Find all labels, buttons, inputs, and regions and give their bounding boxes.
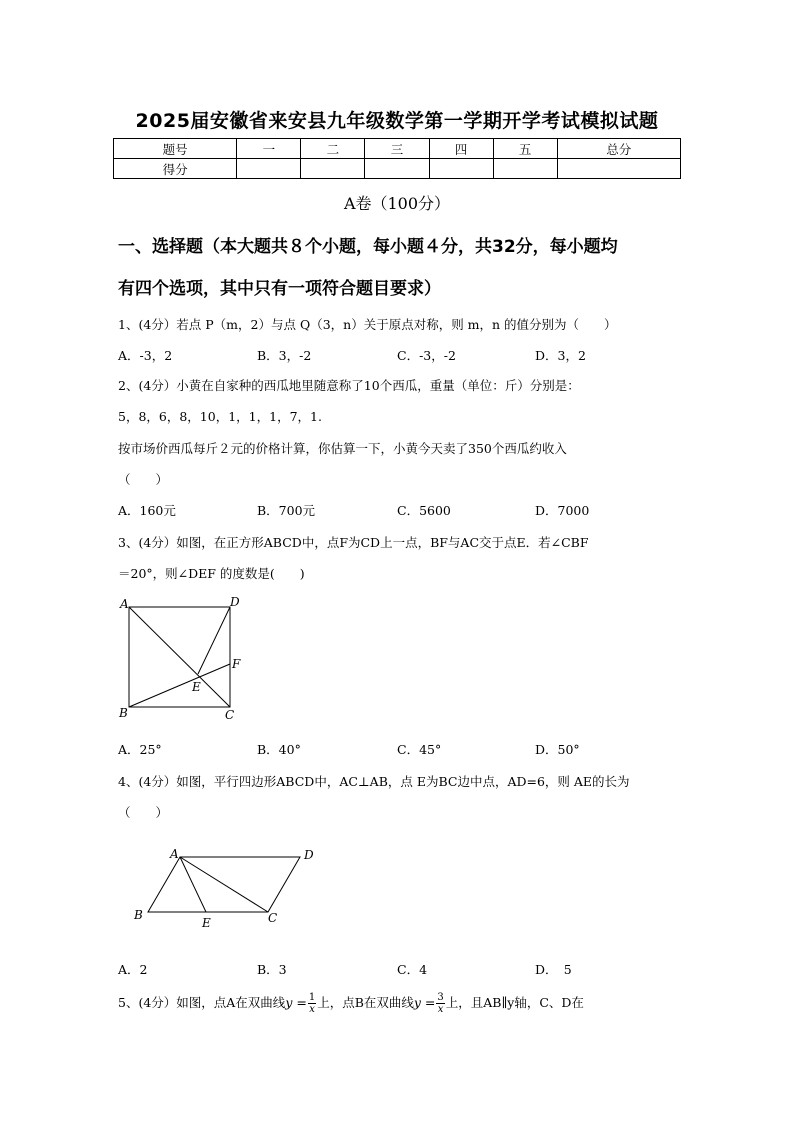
question-2-line2: 5，8，6，8，10，1，1，1，7，1.	[118, 409, 322, 424]
score-header-cell: 题号	[114, 139, 237, 159]
fraction-3-over-x	[436, 992, 444, 1015]
fraction-1-over-x	[308, 992, 316, 1015]
score-table	[113, 138, 681, 179]
score-header-cell: 总分	[557, 139, 680, 159]
score-cell	[365, 159, 429, 179]
question-3-line1: 3、(4分）如图，在正方形ABCD中，点F为CD上一点，BF与AC交于点E．若∠CBF	[118, 535, 589, 550]
question-1-option-c: C．-3，-2	[397, 348, 456, 363]
question-2-option-c: C．5600	[397, 503, 451, 518]
exam-title: 2025届安徽省来安县九年级数学第一学期开学考试模拟试题	[135, 110, 659, 132]
question-5-part3: 上，且AB∥y轴，C、D在	[445, 995, 584, 1010]
question-3-option-c: C．45°	[397, 742, 442, 757]
question-5-part1: 5、(4分）如图，点A在双曲线	[118, 995, 286, 1010]
question-1-option-b: B．3，-2	[257, 348, 312, 363]
score-header-cell: 三	[365, 139, 429, 159]
figure-4-label-b: B	[134, 908, 143, 922]
section-a-heading: A卷（100分）	[343, 194, 451, 213]
question-3-option-d: D．50°	[535, 742, 580, 757]
figure-4-label-a: A	[170, 847, 179, 861]
question-2-line3: 按市场价西瓜每斤２元的价格计算，你估算一下，小黄今天卖了350个西瓜约收入	[118, 441, 567, 456]
question-2-line4: （ ）	[118, 472, 169, 487]
figure-4-label-e: E	[202, 916, 211, 930]
fraction-2-numerator: 3	[437, 992, 444, 1003]
fraction-2-denominator: x	[437, 1004, 444, 1015]
part1-heading-line2: 有四个选项，其中只有一项符合题目要求）	[118, 279, 441, 299]
question-3-option-b: B．40°	[257, 742, 301, 757]
square-abcd-figure	[112, 592, 252, 722]
question-3-option-a: A．25°	[118, 742, 162, 757]
question-5-part2: 上，点B在双曲线	[317, 995, 414, 1010]
score-header-cell: 四	[429, 139, 493, 159]
question-5-text	[118, 987, 584, 1019]
score-table-header-row	[114, 139, 681, 159]
score-cell	[301, 159, 365, 179]
score-row-label: 得分	[114, 159, 237, 179]
figure-3-label-d: D	[230, 595, 240, 609]
score-header-cell: 一	[237, 139, 301, 159]
question-3-line2: ＝20°，则∠DEF 的度数是( )	[118, 566, 305, 581]
score-cell	[429, 159, 493, 179]
question-4-line1: 4、(4分）如图，平行四边形ABCD中，AC⊥AB，点 E为BC边中点，AD=6，则 AE的长为	[118, 774, 630, 789]
question-4-option-a: A．2	[118, 962, 148, 977]
figure-3-label-b: B	[119, 706, 128, 720]
question-1-option-a: A．-3，2	[118, 348, 173, 363]
figure-3-label-c: C	[225, 708, 235, 722]
part1-heading-line1: 一、选择题（本大题共８个小题，每小题４分，共32分，每小题均	[118, 237, 618, 257]
question-4-option-b: B．3	[257, 962, 287, 977]
score-table-score-row	[114, 159, 681, 179]
question-1-text: 1、(4分）若点 P（m，2）与点 Q（3，n）关于原点对称，则 m，n 的值分别为（ ）	[118, 317, 617, 332]
score-cell	[493, 159, 557, 179]
figure-3-label-f: F	[232, 657, 241, 671]
figure-3-label-a: A	[120, 597, 129, 611]
question-4-option-c: C．4	[397, 962, 428, 977]
figure-3-label-e: E	[192, 680, 201, 694]
score-header-cell: 二	[301, 139, 365, 159]
question-2-line1: 2、(4分）小黄在自家种的西瓜地里随意称了10个西瓜，重量（单位：斤）分别是：	[118, 378, 580, 393]
question-2-option-a: A．160元	[118, 503, 176, 518]
score-cell	[557, 159, 680, 179]
question-4-option-d: D． 5	[535, 962, 572, 977]
score-cell	[237, 159, 301, 179]
fraction-1-numerator: 1	[308, 992, 316, 1003]
parallelogram-abcd-figure	[128, 842, 328, 934]
equation-2-lhs: y =	[413, 995, 436, 1010]
score-header-cell: 五	[493, 139, 557, 159]
equation-1-lhs: y =	[285, 995, 307, 1010]
figure-4-label-c: C	[268, 911, 278, 925]
fraction-1-denominator: x	[309, 1004, 315, 1015]
question-2-option-b: B．700元	[257, 503, 316, 518]
figure-4-label-d: D	[304, 848, 314, 862]
question-4-line2: （ ）	[118, 805, 169, 820]
question-1-option-d: D．3，2	[535, 348, 586, 363]
question-2-option-d: D．7000	[535, 503, 590, 518]
